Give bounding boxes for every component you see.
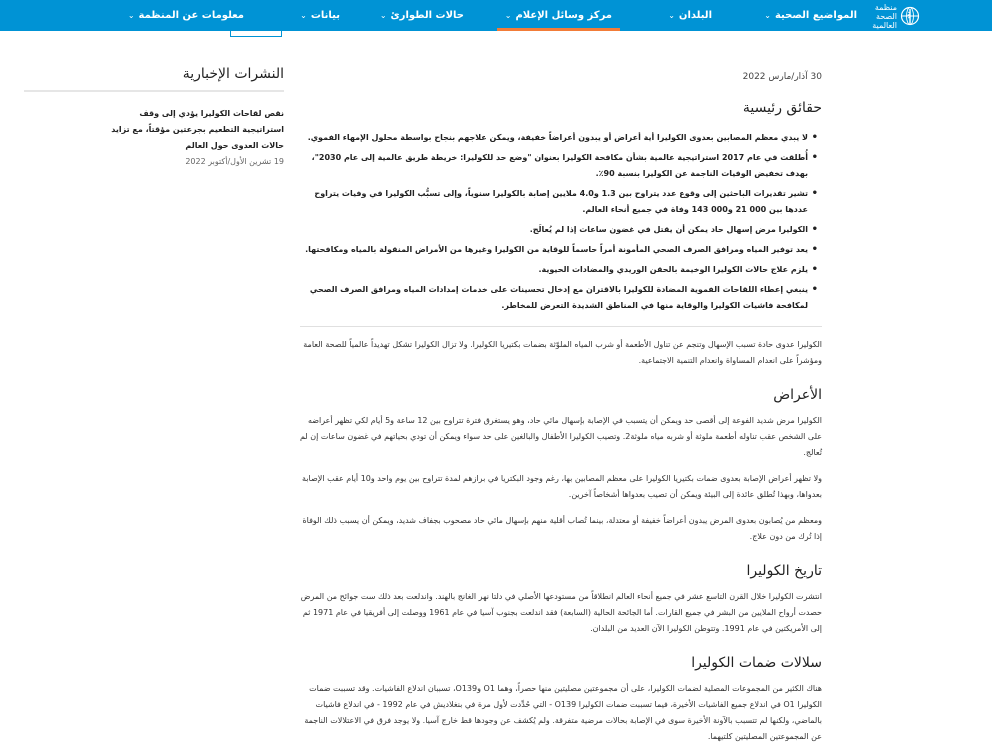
section-divider xyxy=(300,326,822,327)
news-item[interactable] xyxy=(24,106,284,168)
top-navigation xyxy=(0,0,992,31)
chevron-down-icon: ⌄ xyxy=(379,11,387,20)
chevron-down-icon: ⌄ xyxy=(504,11,512,20)
article-date: 30 آذار/مارس 2022 xyxy=(742,72,822,82)
nav-dropdown-stub xyxy=(230,31,282,37)
news-item-title-link[interactable]: نقص لقاحات الكوليرا يؤدي إلى وقف استراتيجية التطعيم بجرعتين مؤقتاً، مع تزايد حالات العدوى حول العالم xyxy=(111,109,284,150)
key-fact-item: • تشير تقديرات الباحثين إلى وقوع عدد يتراوح بين 1.3 و4.0 ملايين إصابة بالكوليرا سنوياً، وإلى تسبُّب الكوليرا في وفيات يتراوح عددها بين 000 21 و000 143 وفاة في جميع أنحاء العالم. xyxy=(300,186,822,218)
key-fact-item: • يعد توفير المياه ومرافق الصرف الصحي المأمونة أمراً حاسماً للوقاية من الكوليرا وغيرها من الأمراض المنقولة بالمياه ومكافحتها. xyxy=(300,242,822,258)
nav-media-centre[interactable] xyxy=(497,0,620,31)
key-fact-item: • الكوليرا مرض إسهال حاد يمكن أن يقتل في غضون ساعات إذا لم يُعالَج. xyxy=(300,222,822,238)
sidebar-title: النشرات الإخبارية xyxy=(24,66,284,92)
chevron-down-icon: ⌄ xyxy=(764,11,771,20)
nav-label: مركز وسائل الإعلام xyxy=(515,10,612,21)
key-fact-item: • ينبغي إعطاء اللقاحات الفموية المضادة للكوليرا بالاقتران مع إدخال تحسينات على خدمات إمدادات المياه ومرافق الصرف الصحي لمكافحة فاشيات الكوليرا والوقاية منها في المناطق الشديدة التعرض للمخاطر. xyxy=(300,282,822,314)
chevron-down-icon: ⌄ xyxy=(300,11,307,20)
nav-label: المواضيع الصحية xyxy=(774,10,857,21)
chevron-down-icon: ⌄ xyxy=(668,11,675,20)
strains-paragraph: هناك الكثير من المجموعات المصلية لضمات الكوليرا، على أن مجموعتين مصليتين منها حصراً، وهما O1 وO139، تسببان اندلاع الفاشيات. وقد تسببت ضمات الكوليرا O1 في اندلاع جميع الفاشيات الأخيرة، فيما تسببت ضمات الكوليرا O139 - التي حُدِّدت لأول مرة في بنغلاديش في عام 1992 - في اندلاع فاشيات بالماضي، ولكنها لم تتسبب بالآونة الأخيرة سوى في الإصابة بحالات مرضية متفرقة. ولم يُكشف عن وجودها قط خارج آسيا. ولا يوجد فرق في الاعتلالات الناجمة عن المجموعتين المصليتين كلتيهما. xyxy=(304,684,822,741)
who-globe-icon xyxy=(900,6,920,26)
symptoms-paragraph: ولا تظهر أعراض الإصابة بعدوى ضمات بكتيريا الكوليرا على معظم المصابين بها، رغم وجود البكتريا في برازهم لمدة تتراوح بين يوم واحد و10 أيام عقب الإصابة بعدواها، وبهذا تُطلق عائدة إلى البيئة ويمكن أن تصيب بعدواها أشخاصاً آخرين. xyxy=(302,474,822,499)
key-facts-title: حقائق رئيسية xyxy=(742,100,822,116)
key-fact-item: • يلزم علاج حالات الكوليرا الوخيمة بالحقن الوريدي والمضادات الحيوية. xyxy=(300,262,822,278)
nav-label: معلومات عن المنظمة xyxy=(138,10,244,21)
nav-label: بيانات xyxy=(310,10,340,21)
history-heading: تاريخ الكوليرا xyxy=(746,563,822,579)
strains-heading: سلالات ضمات الكوليرا xyxy=(691,655,822,671)
who-logo[interactable] xyxy=(853,2,920,30)
symptoms-paragraph: ومعظم من يُصابون بعدوى المرض يبدون أعراضاً خفيفة أو معتدلة، بينما تُصاب أقلية منهم بإسهال مائي حاد مصحوب بجفاف شديد، ويمكن أن يسبب ذلك الوفاة إذا تُرك من دون علاج. xyxy=(302,516,822,541)
symptoms-heading: الأعراض xyxy=(773,387,822,403)
nav-countries[interactable] xyxy=(668,0,712,31)
key-fact-item: • أُطلقت في عام 2017 استراتيجية عالمية بشأن مكافحة الكوليرا بعنوان "وضع حد للكوليرا: خريطة طريق عالمية إلى عام 2030"، بهدف تخفيض الوفيات الناجمة عن الكوليرا بنسبة 90٪. xyxy=(300,150,822,182)
news-item-date: 19 تشرين الأول/أكتوبر 2022 xyxy=(185,157,284,166)
key-facts-list xyxy=(300,130,822,314)
nav-health-topics[interactable] xyxy=(764,0,857,31)
chevron-down-icon: ⌄ xyxy=(127,11,135,20)
nav-data[interactable] xyxy=(300,0,340,31)
logo-text: منظمة الصحة العالمية xyxy=(872,2,897,30)
intro-paragraph: الكوليرا عدوى حادة تسبب الإسهال وتنجم عن تناول الأطعمة أو شرب المياه الملوّثة بضمات بكتيريا الكوليرا. ولا تزال الكوليرا تشكل تهديداً عالمياً للصحة العامة ومؤشراً على انعدام المساواة وانعدام التنمية الاجتماعية. xyxy=(303,340,822,365)
news-sidebar xyxy=(24,66,284,168)
nav-label: البلدان xyxy=(678,10,712,21)
symptoms-paragraph: الكوليرا مرض شديد الفوعة إلى أقصى حد ويمكن أن يتسبب في الإصابة بإسهال مائي حاد، وهو يستغرق فترة تتراوح بين 12 ساعة و5 أيام لكي تظهر أعراضه على الشخص عقب تناوله أطعمة ملوثة أو شربه مياه ملوثة2. وتصيب الكوليرا الأطفال والبالغين على حد سواء ويمكن أن تودي بحياتهم في غضون ساعات إن لم تُعالج. xyxy=(299,416,822,457)
nav-label: حالات الطوارئ xyxy=(390,10,464,21)
history-paragraph: انتشرت الكوليرا خلال القرن التاسع عشر في جميع أنحاء العالم انطلاقاً من مستودعها الأصلي في دلتا نهر الغانج بالهند. واندلعت بعد ذلك ست جوائح من المرض حصدت أرواح الملايين من البشر في جميع القارات. أما الجائحة الحالية (السابعة) فقد اندلعت بجنوب آسيا في عام 1961 ووصلت إلى أفريقيا في عام 1971 ثم إلى الأمريكتين في عام 1991. وتتوطن الكوليرا الآن العديد من البلدان. xyxy=(300,592,822,633)
key-fact-item: • لا يبدي معظم المصابين بعدوى الكوليرا أية أعراض أو يبدون أعراضاً خفيفة، ويمكن علاجهم بنجاح بواسطة محلول الإمهاء الفموي. xyxy=(300,130,822,146)
article-content xyxy=(300,70,822,745)
nav-emergencies[interactable] xyxy=(380,0,464,31)
nav-about-who[interactable] xyxy=(128,0,244,31)
